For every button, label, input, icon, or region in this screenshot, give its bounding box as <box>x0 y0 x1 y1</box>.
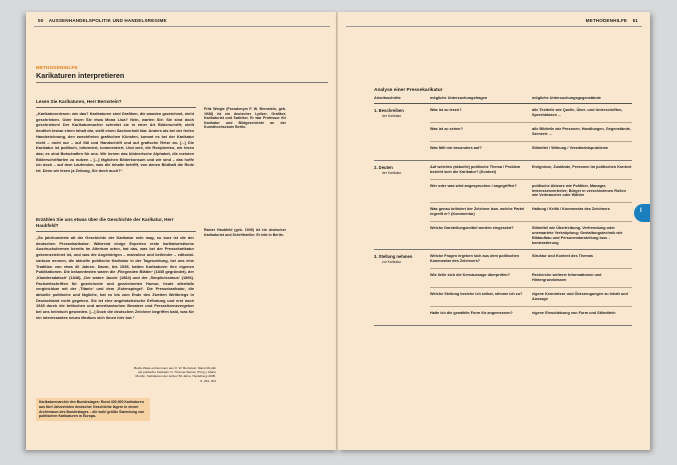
info-box: Karikaturenarchiv des Bundestages: Rund 400.000 Karikaturen aus fünf Jahrzehnten deutscher Geschichte lagern in einem Archivraum des Bundestages – die wohl größte Sammlung von politischen Karikaturen in Europa. <box>36 398 150 421</box>
step-number: 2. <box>374 164 378 170</box>
question-cell: Was genau kritisiert der Zeichner bzw. welche Partei ergreift er? (Kommentar) <box>430 207 525 216</box>
header-subjects: mögliche Untersuchungsgegenstände <box>532 96 601 100</box>
subject-cell: Ereignisse, Zustände, Personen im politischen Kontext <box>532 164 632 169</box>
right-running-head <box>586 18 642 23</box>
step-sub: zur Karikatur <box>382 260 402 265</box>
step-number: 3. <box>374 254 378 260</box>
right-running-title: METHODENHILFE <box>585 18 628 23</box>
left-running-title: AUSSENHANDELSPOLITIK UND HANDELSREGIME <box>48 18 167 23</box>
header-steps: Arbeitsschritte <box>374 96 401 100</box>
source-citation: Beide Zitate entnommen aus: F. W. Bernstein: Mario Mordin als politische Karikatur in: Thomas Warner (Hrsg.): Mario Mordin, Karikaturen der letzten 50 Jahre, Heidelberg 2005, S. 254, 264 <box>134 366 216 383</box>
question-cell: Was fällt mir besonders auf? <box>430 145 482 150</box>
table-title: Analyse einer Pressekarikatur <box>374 88 443 93</box>
table-row <box>430 161 632 179</box>
subject-cell: Struktur und Kontext des Themas <box>532 254 593 259</box>
step-number: 1. <box>374 107 378 113</box>
step-group-describe <box>374 104 632 161</box>
table-row <box>430 179 632 202</box>
chapter-tab-marker <box>634 204 650 222</box>
right-page-number: 51 <box>632 18 638 23</box>
header-rule <box>34 26 330 27</box>
subject-cell: Stilmittel wie Übertreibung, Verfremdung oder unerwartete Verknüpfung; Gestaltungstechnik wie Bildaufbau und Personendarstellung bzw. -kontrastierung <box>532 226 623 245</box>
subject-cell: politische Akteure wie Politiker, Manager, Interessenvertreter; Bürger in verschiedenen Rollen wie Verbraucher oder Wähler <box>532 183 626 198</box>
chapter-tab-label: I <box>640 208 642 214</box>
header-questions: mögliche Untersuchungsfragen <box>430 96 488 100</box>
table-row <box>430 250 632 268</box>
page-title: Karikaturen interpretieren <box>36 71 125 80</box>
question-2: Erzählen Sie uns etwas über die Geschichte der Karikatur, Herr Haubfeld? <box>36 217 174 228</box>
question-cell: Was ist zu sehen? <box>430 126 463 131</box>
subject-cell: alle Textteile wie Quelle, Über- und Unterschriften, Sprechblasen ... <box>532 107 623 117</box>
table-row <box>430 221 632 249</box>
answer-1: „Karikaturenlesen: wie das? Karikaturen sind Grafiken, die wanden gezeichnet, nicht geschrieben. Oder lesen Sie etwa Mona Lisa? Nein, warten Sie: Sie sind doch geschrieben! Der Karikaturmacher schreibt sie in einer Art Bilderschrift; stellt deutlich lesbar einen Inhalt dar, stellt einen Sachverhalt klar. Anders als bei der freien Handzeichnung, den zweckfreien grafischen Künsten, kommt es bei der Karikatur nicht – nicht nur – auf Stil und Handschrift und auf grafische Reize an. [...] Die Karikatur ist politisch, informiert, kommentiert. Und weil, die Rezipienten, wir lesen das; es sind Botschaften für uns. Wir lernen das bildnerische Alphabet, die meisten Bilderschriftarten zu nutzen – [...] täglichen Bilderkonsum und wir sind – das hoffe ich doch – auf dem Laufenden, was die Inhalte betrifft, von denen Bildhaft die Rede ist. Denn wir lesen ja Zeitung, Sie doch auch?“ <box>36 111 194 174</box>
subject-cell: Haltung / Kritik / Kommentar des Zeichners <box>532 207 610 212</box>
table-header <box>374 96 632 104</box>
question-cell: Wie ließe sich die Kernaussage überprüfen? <box>430 273 510 278</box>
step-label <box>374 250 430 325</box>
step-sub: der Karikatur <box>382 170 402 175</box>
subject-cell: Stilmittel / Wirkung / Verständnisprobleme <box>532 145 609 150</box>
step-sub: der Karikatur <box>382 113 402 118</box>
step-label <box>374 104 430 160</box>
question-2-rule <box>36 231 196 232</box>
table-row <box>430 202 632 221</box>
table-row <box>430 287 632 306</box>
table-row <box>430 306 632 325</box>
question-cell: Welche Darstellungsmittel werden eingesetzt? <box>430 226 514 231</box>
answer-2: „So jahrhunderte alt die Geschichte der Karikatur sein mag, so kurz ist die der deutschen Pressekarikatur: Während einige Experten erste karikaturistische Ausdrucksformen bereits im Altertum orten, hat das, was bei der Pressekarikatur gekennzeichnet ist, und was die Angehörigen – malvoleur und bellender – editorial-cartoon nennen, die aktuelle politische Karikatur in der Tageszeitung, bei uns eine Tradition von etwa 40 Jahren. Davor, bis 1939, hatten Karikaturen ihre eigenen Publikationen. Die bekanntesten waren die ‚Fliegenden Blätter‘ (1845 gegründet), der ‚Kladderadatsch‘ (1848), ‚Der wahre Jacob‘ (1884) und der ‚Simplicissimus‘ (1896). Fachzeitschriften für gezeichnete und gezeichneten Humor, heute allenfalls vergleichbar mit der ‚Titanic‘ und dem ‚Eulenspiegel‘. Die Pressekarikatur, die aktuelle politische und tägliche, hat es bis zum Ende des Zweiten Weltkriegs in Deutschland nicht gegeben. Sie ist eine angelsächsische Erfindung und erst nach 1945 durch die britischen und amerikanischen Besatzer und Presselizenzvergeber bei uns heimisch geworden. [...] Doch die deutschen Zeichner begriffen bald, was für ein interessantes neues Medium sich ihnen hier bot.“ <box>36 235 194 320</box>
header-rule <box>346 26 642 27</box>
analysis-table <box>374 96 632 326</box>
step-label <box>374 161 430 250</box>
step-group-position <box>374 250 632 326</box>
question-1: Lesen Sie Karikaturen, Herr Bernstein? <box>36 99 122 104</box>
subject-cell: alle Bildteile wie Personen, Handlungen, Gegenstände, Szenerie ... <box>532 126 631 136</box>
author-note-2: Rainer Haubfeld (geb. 1939) ist ein deutscher Karikaturist und Schriftsteller. Er lebt in Berlin. <box>204 228 286 237</box>
title-rule <box>36 82 328 83</box>
subject-cell: Recherche weiterer Informationen und Hintergrundwissen <box>532 273 602 283</box>
left-page <box>26 12 338 450</box>
table-row <box>430 268 632 287</box>
table-row <box>430 104 632 122</box>
right-page <box>338 12 650 450</box>
step-name: Stellung nehmen <box>378 254 413 260</box>
subject-cell: eigene Kenntnisse und Überzeugungen zu Inhalt und Aussage <box>532 292 628 302</box>
step-name: Deuten <box>378 164 393 170</box>
question-cell: Was ist zu lesen? <box>430 107 462 112</box>
left-running-head <box>34 18 167 23</box>
question-cell: Welche Fragen ergeben sich aus dem politischen Kommentar des Zeichners? <box>430 254 519 264</box>
step-name: Beschreiben <box>378 107 404 113</box>
question-cell: Auf welches (aktuelle) politische Thema / Problem bezieht sich die Karikatur? (Kontext) <box>430 164 521 174</box>
question-1-rule <box>36 107 196 108</box>
step-group-interpret <box>374 161 632 251</box>
subject-cell: eigene Einschätzung von Form und Stilmitteln <box>532 311 616 316</box>
table-row <box>430 141 632 160</box>
section-tag: METHODENHILFE <box>36 65 78 70</box>
author-note-1: Fritz Weigle (Pseudonym F. W. Bernstein, geb. 1938) ist ein deutscher Lyriker, Grafiker, Karikaturist und Satiriker. Er war Professor für Karikatur und Bildgeschichte an der Kunsthochschule Berlin. <box>204 107 286 130</box>
question-cell: Halte ich die gewählte Form für angemessen? <box>430 311 513 316</box>
table-row <box>430 122 632 141</box>
left-page-number: 50 <box>38 18 44 23</box>
question-cell: Wer oder was wird angesprochen / angegriffen? <box>430 183 517 188</box>
question-cell: Welche Stellung beziehe ich selbst, stimme ich zu? <box>430 292 523 297</box>
